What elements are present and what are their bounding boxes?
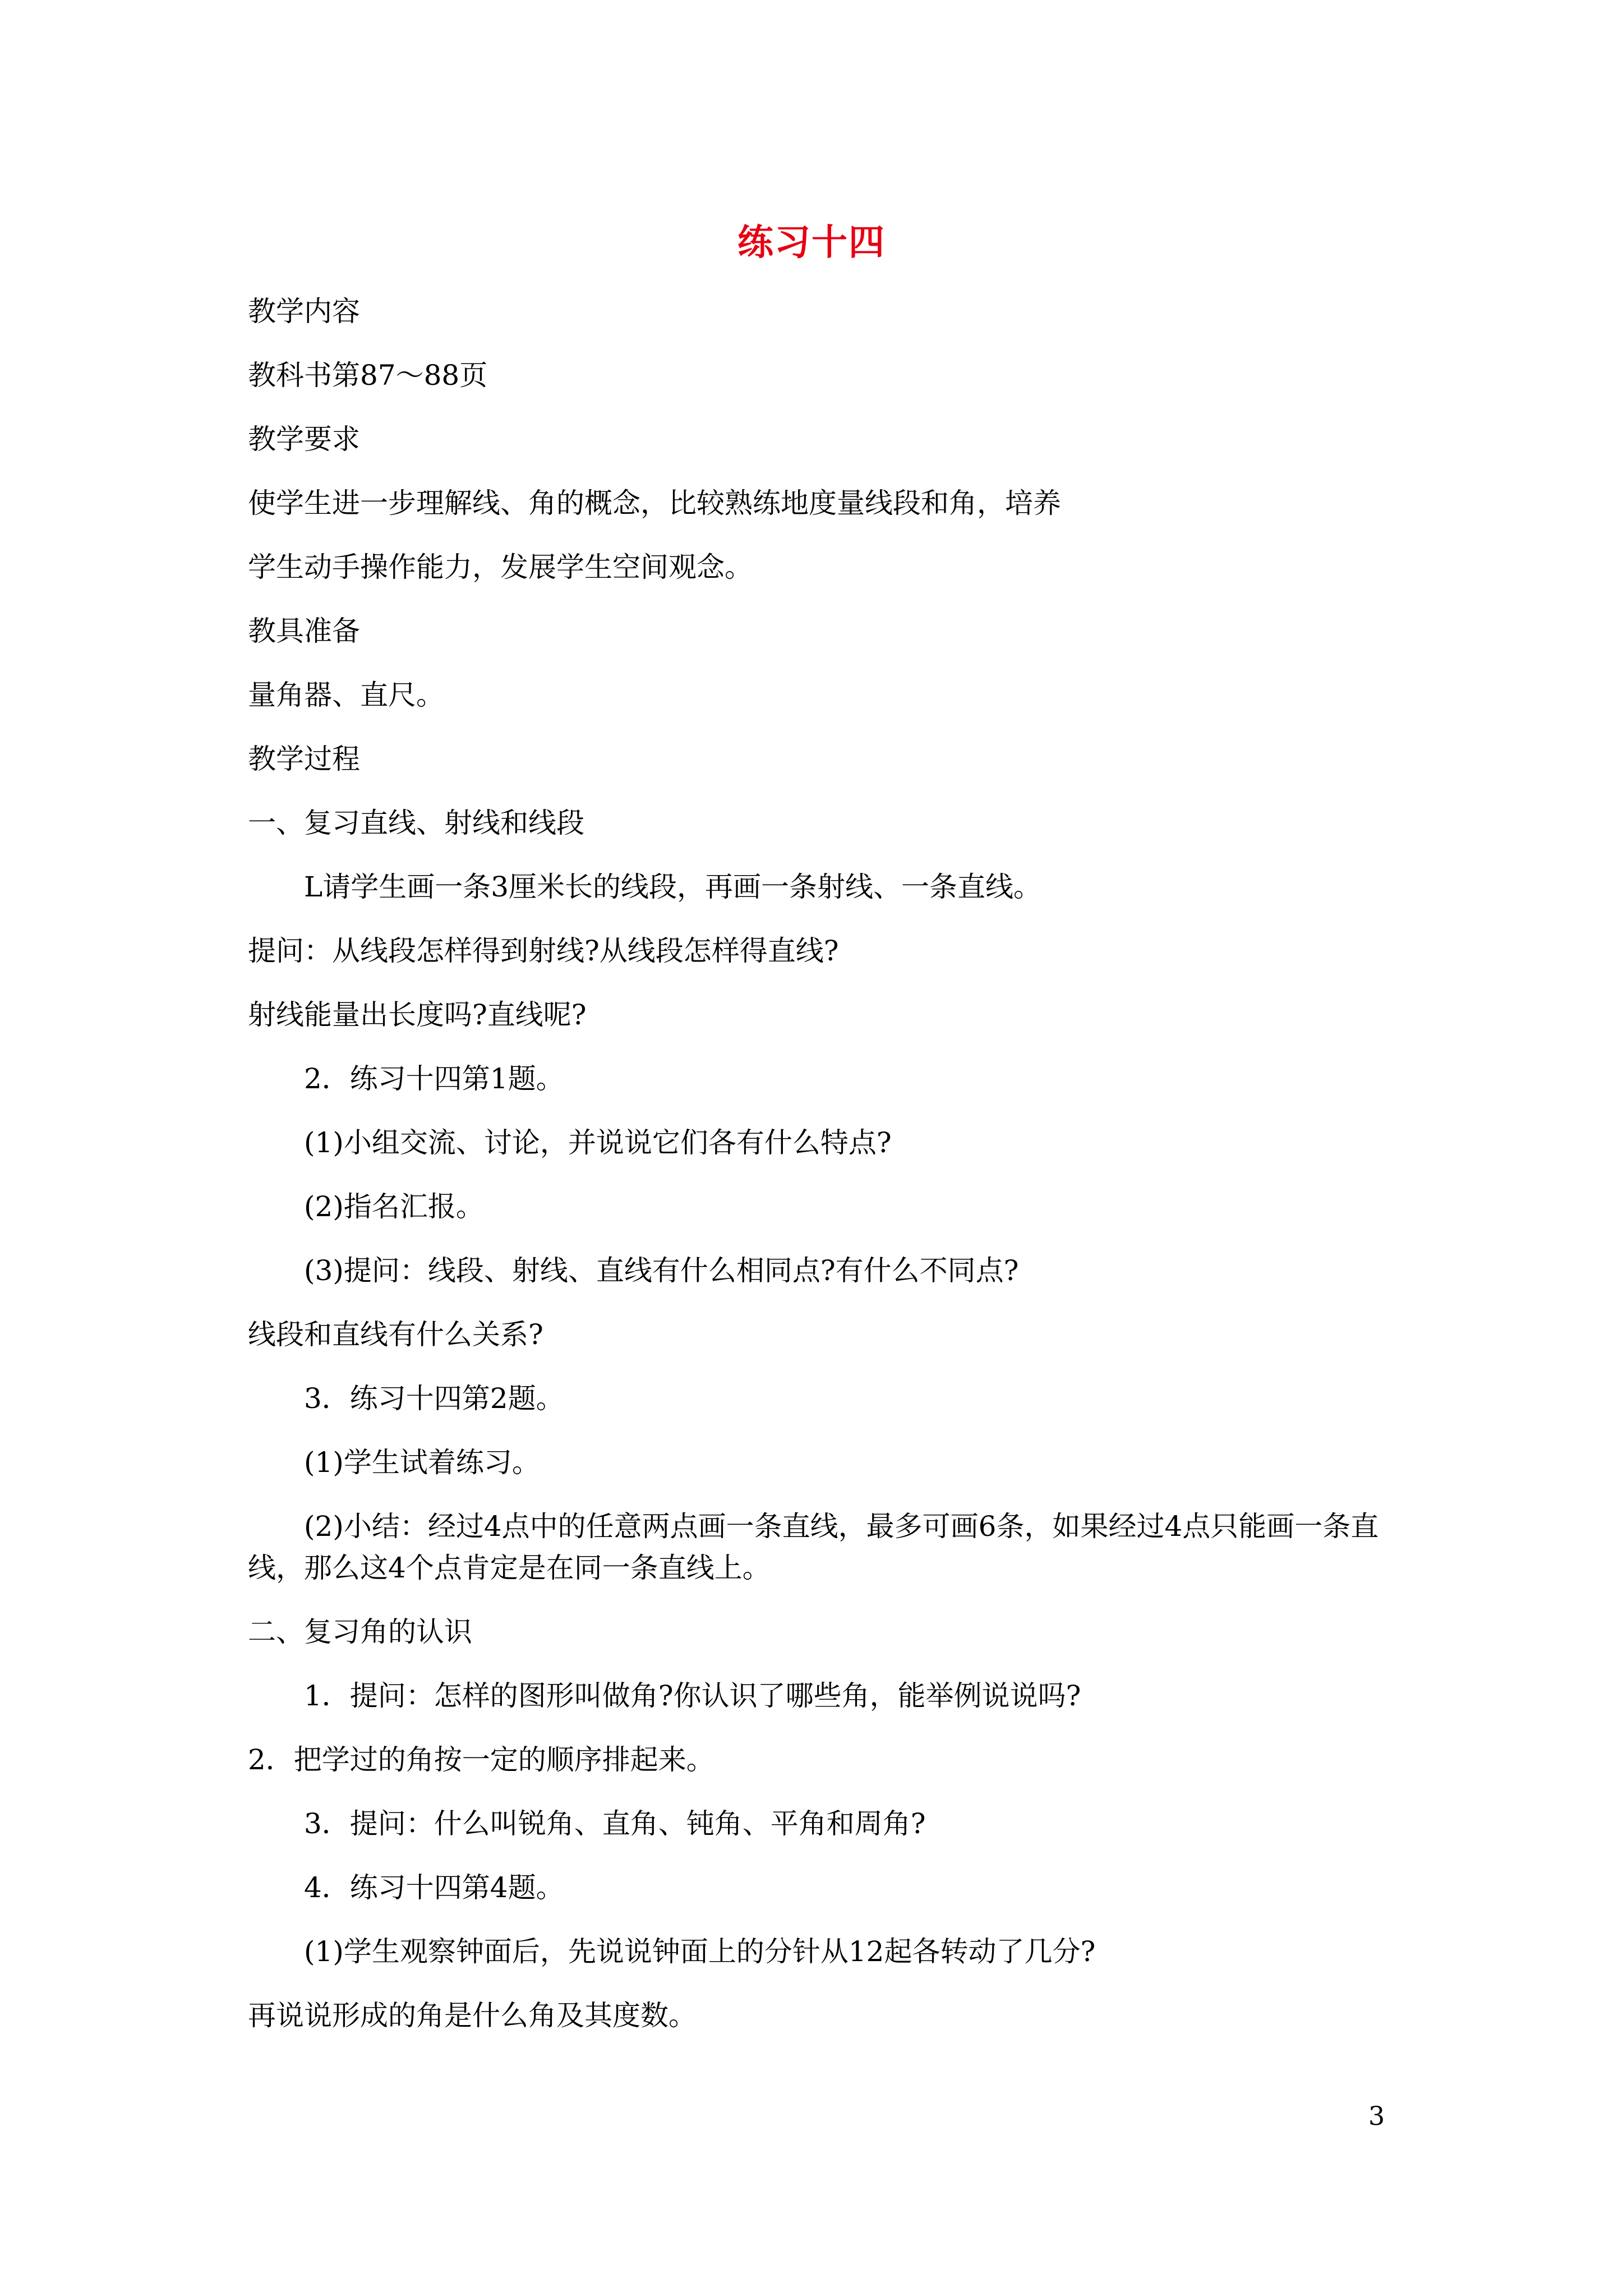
paragraph-22: 1．提问：怎样的图形叫做角?你认识了哪些角，能举例说说吗? (304, 1680, 1081, 1712)
page-number: 3 (1368, 2101, 1385, 2131)
paragraph-23: 2．把学过的角按一定的顺序排起来。 (248, 1743, 714, 1776)
paragraph-7: 量角器、直尺。 (248, 679, 444, 711)
paragraph-24: 3．提问：什么叫锐角、直角、钝角、平角和周角? (304, 1807, 926, 1840)
paragraph-10: L请学生画一条3厘米长的线段，再画一条射线、一条直线。 (304, 871, 1042, 903)
paragraph-17: 线段和直线有什么关系? (248, 1318, 543, 1351)
document-title: 练习十四 (737, 222, 886, 264)
paragraph-4: 使学生进一步理解线、角的概念，比较熟练地度量线段和角，培养 (248, 487, 1061, 519)
paragraph-12: 射线能量出长度吗?直线呢? (248, 999, 587, 1031)
paragraph-14: (1)小组交流、讨论，并说说它们各有什么特点? (304, 1126, 892, 1159)
paragraph-5: 学生动手操作能力，发展学生空间观念。 (248, 551, 753, 583)
paragraph-6: 教具准备 (248, 615, 360, 647)
paragraph-18: 3．练习十四第2题。 (304, 1382, 564, 1415)
paragraph-8: 教学过程 (248, 743, 360, 775)
paragraph-1: 教学内容 (248, 295, 360, 328)
paragraph-13: 2．练习十四第1题。 (304, 1062, 564, 1095)
paragraph-11: 提问：从线段怎样得到射线?从线段怎样得直线? (248, 935, 839, 967)
paragraph-15: (2)指名汇报。 (304, 1190, 484, 1223)
paragraph-20: (2)小结：经过4点中的任意两点画一条直线，最多可画6条，如果经过4点只能画一条直线，那么这4个点肯定是在同一条直线上。 (248, 1510, 1379, 1584)
paragraph-26: (1)学生观察钟面后，先说说钟面上的分针从12起各转动了几分? (304, 1935, 1096, 1968)
paragraph-27: 再说说形成的角是什么角及其度数。 (248, 1999, 697, 2032)
paragraph-19: (1)学生试着练习。 (304, 1446, 540, 1479)
paragraph-9: 一、复习直线、射线和线段 (248, 807, 584, 839)
paragraph-3: 教学要求 (248, 423, 360, 455)
paragraph-2: 教科书第87～88页 (248, 359, 488, 392)
paragraph-25: 4．练习十四第4题。 (304, 1871, 564, 1904)
document-body (248, 291, 1403, 2059)
paragraph-16: (3)提问：线段、射线、直线有什么相同点?有什么不同点? (304, 1254, 1019, 1287)
paragraph-21: 二、复习角的认识 (248, 1616, 472, 1648)
